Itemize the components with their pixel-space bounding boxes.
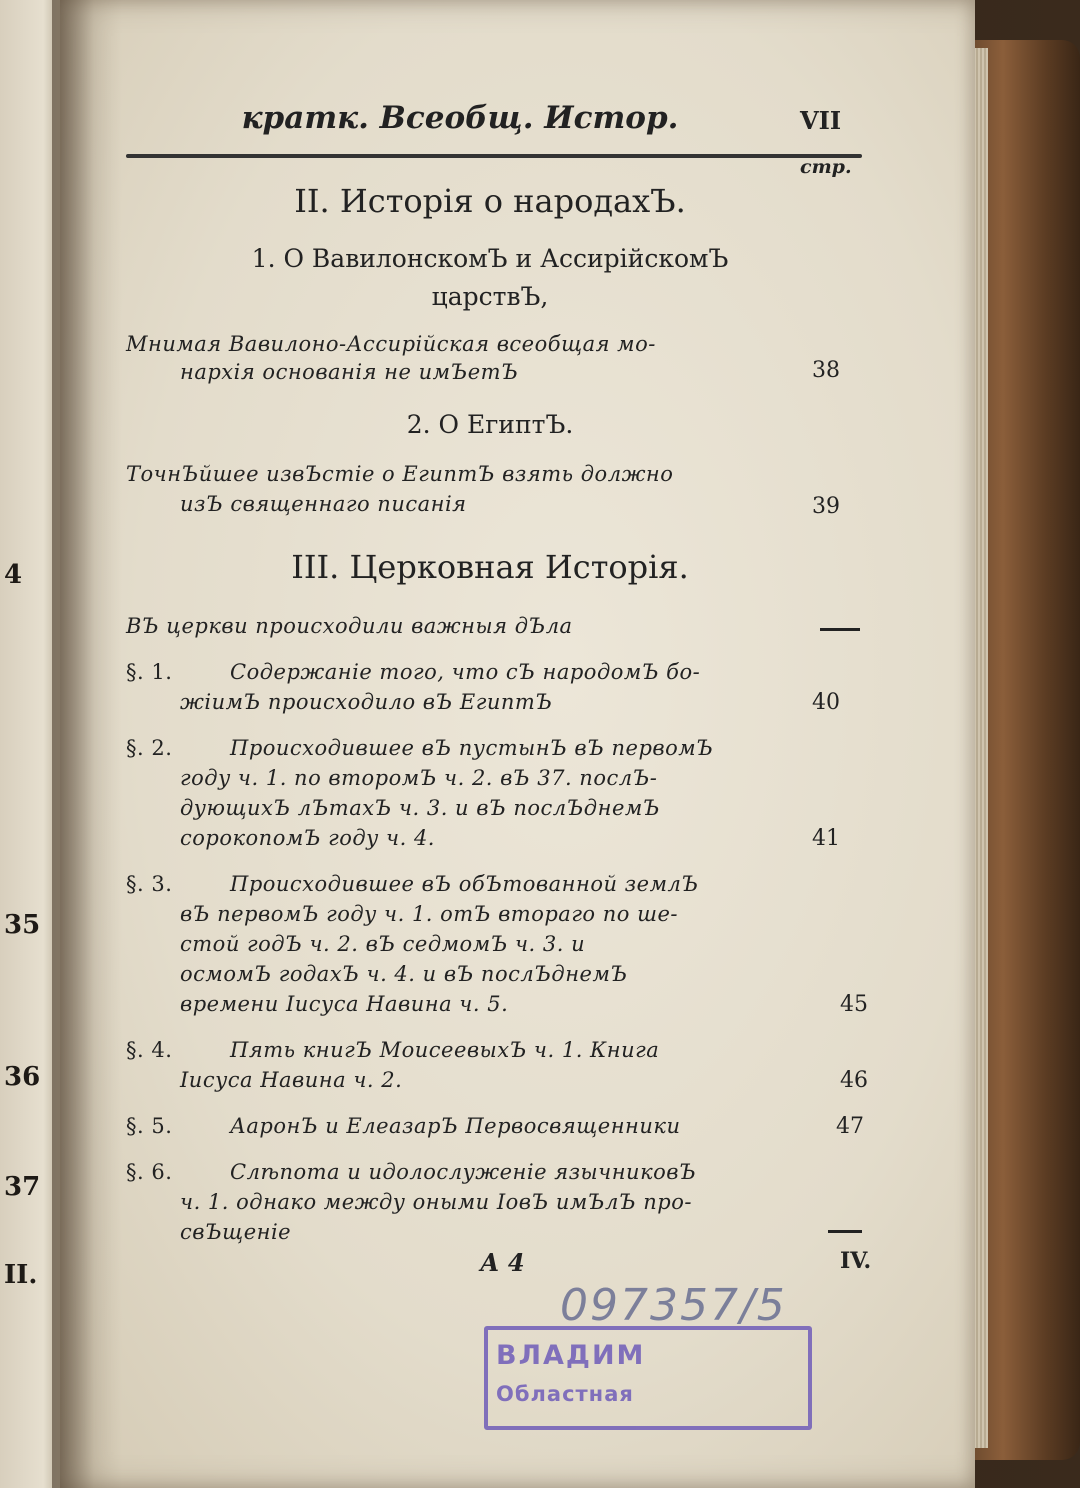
page-column-label: стр. [800, 156, 852, 178]
entry-line: жіимЪ происходило вЪ ЕгиптЪ [180, 690, 553, 714]
page-ref: 46 [840, 1068, 868, 1093]
left-page-fragment: 4 [4, 560, 23, 590]
page-ref: 41 [812, 826, 840, 851]
handwritten-inventory-number: 097357/5 [560, 1280, 787, 1331]
stamp-line: Областная [496, 1382, 634, 1406]
page-ref-dash [820, 628, 860, 631]
section-title: II. Исторія о народахЪ. [294, 182, 686, 220]
folio: VII [800, 106, 842, 135]
section-title: III. Церковная Исторія. [291, 548, 689, 586]
paragraph-mark: §. 1. [126, 660, 173, 684]
entry-line: изЪ священнаго писанія [180, 492, 467, 516]
subsection-title: 1. О ВавилонскомЪ и АссирійскомЪ [251, 244, 729, 273]
entry-line: сорокопомЪ году ч. 4. [180, 826, 435, 850]
entry-line: АаронЪ и ЕлеазарЪ Первосвященники [230, 1114, 681, 1138]
entry-line: стой годЪ ч. 2. вЪ седмомЪ ч. 3. и [180, 932, 586, 956]
stamp-line: ВЛАДИМ [496, 1340, 646, 1371]
gutter-shadow [52, 0, 122, 1488]
signature-mark: А 4 [480, 1248, 525, 1277]
running-title: кратк. Всеобщ. Истор. [241, 100, 679, 136]
entry-line: свЪщеніе [180, 1220, 292, 1244]
left-page-fragment: 35 [4, 910, 41, 940]
entry-line: Происходившее вЪ обЪтованной землЪ [230, 872, 699, 896]
page-ref: 39 [812, 494, 840, 519]
entry-line: Содержаніе того, что сЪ народомЪ бо- [230, 660, 701, 684]
page-ref: 45 [840, 992, 868, 1017]
header-rule [126, 154, 862, 158]
page-ref-dash [828, 1230, 862, 1233]
catchword: IV. [840, 1248, 872, 1274]
page-ref: 40 [812, 690, 840, 715]
entry-line: Пять книгЪ МоисеевыхЪ ч. 1. Книга [230, 1038, 660, 1062]
left-page-fragment: 37 [4, 1172, 41, 1202]
entry-line: дующихЪ лЪтахЪ ч. 3. и вЪ послЪднемЪ [180, 796, 660, 820]
paragraph-mark: §. 3. [126, 872, 173, 896]
left-page-fragment: II. [4, 1260, 38, 1290]
entry-line: году ч. 1. по второмЪ ч. 2. вЪ 37. послЪ- [180, 766, 658, 790]
entry-line: осмомЪ годахЪ ч. 4. и вЪ послЪднемЪ [180, 962, 628, 986]
entry-line: Происходившее вЪ пустынЪ вЪ первомЪ [230, 736, 714, 760]
entry-line: Іисуса Навина ч. 2. [180, 1068, 403, 1092]
left-page-fragment: 36 [4, 1062, 41, 1092]
paragraph-mark: §. 5. [126, 1114, 173, 1138]
page-ref: 47 [836, 1114, 864, 1139]
subsection-title-cont: царствЪ, [431, 282, 549, 311]
entry-line: времени Іисуса Навина ч. 5. [180, 992, 509, 1016]
library-stamp [484, 1326, 812, 1430]
entry-line: ТочнЪйшее извЪстіе о ЕгиптЪ взять должно [126, 462, 674, 486]
entry-line: нархія основанія не имЪетЪ [180, 360, 519, 384]
entry-line: Мнимая Вавилоно-Ассирійская всеобщая мо- [126, 332, 656, 356]
paragraph-mark: §. 2. [126, 736, 173, 760]
entry-line: вЪ первомЪ году ч. 1. отЪ втораго по ше- [180, 902, 679, 926]
page-ref: 38 [812, 358, 840, 383]
paragraph-mark: §. 4. [126, 1038, 173, 1062]
paragraph-mark: §. 6. [126, 1160, 173, 1184]
entry-line: ч. 1. однако между оными ІовЪ имЪлЪ про- [180, 1190, 692, 1214]
entry-line: ВЪ церкви происходили важныя дЪла [126, 614, 573, 638]
entry-line: Слѣпота и идолослуженіе язычниковЪ [230, 1160, 697, 1184]
subsection-title: 2. О ЕгиптЪ. [406, 410, 574, 439]
